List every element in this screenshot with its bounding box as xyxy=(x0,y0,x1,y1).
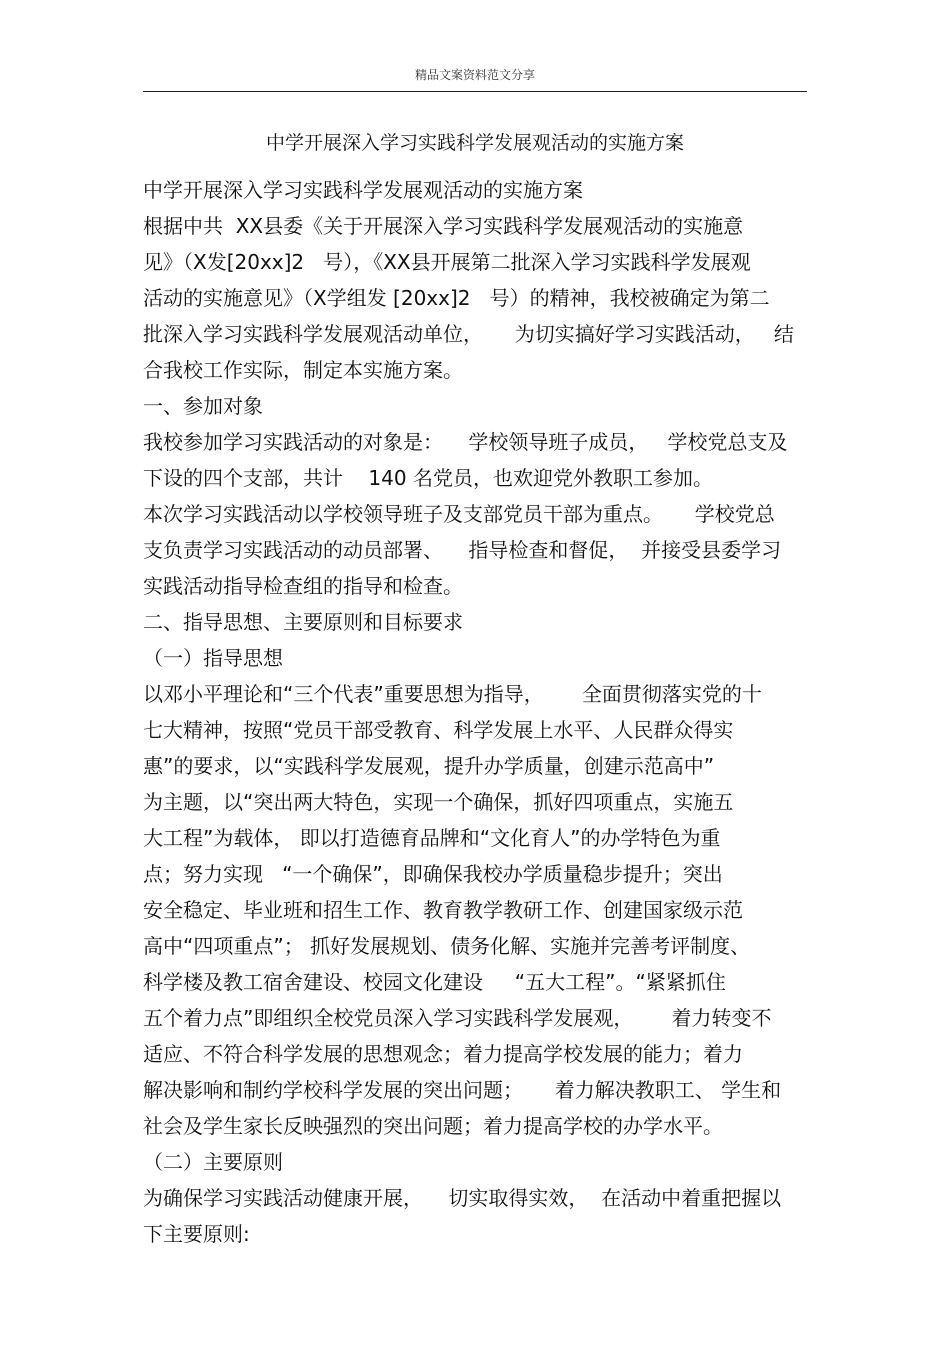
body-line: 中学开展深入学习实践科学发展观活动的实施方案 xyxy=(143,178,583,202)
body-line: 科学楼及教工宿舍建设、校园文化建设 “五大工程”。“紧紧抓住 xyxy=(143,970,726,994)
body-line: 支负责学习实践活动的动员部署、 指导检查和督促， 并接受县委学习 xyxy=(143,538,782,562)
body-line: 社会及学生家长反映强烈的突出问题；着力提高学校的办学水平。 xyxy=(143,1114,723,1138)
header-divider xyxy=(143,91,807,92)
body-line: 活动的实施意见》（X学组发 [20xx]2 号）的精神，我校被确定为第二 xyxy=(143,286,770,310)
body-line: 大工程”为载体， 即以打造德育品牌和“文化育人”的办学特色为重 xyxy=(143,826,721,850)
body-line: 本次学习实践活动以学校领导班子及支部党员干部为重点。 学校党总 xyxy=(143,502,775,526)
body-line: 实践活动指导检查组的指导和检查。 xyxy=(143,574,463,598)
body-line: 合我校工作实际，制定本实施方案。 xyxy=(143,358,463,382)
body-line: 为主题，以“突出两大特色，实现一个确保，抓好四项重点，实施五 xyxy=(143,790,734,814)
body-line: 我校参加学习实践活动的对象是： 学校领导班子成员， 学校党总支及 xyxy=(143,430,788,454)
body-line: 批深入学习实践科学发展观活动单位， 为切实搞好学习实践活动， 结 xyxy=(143,322,794,346)
subsection-heading: （二）主要原则 xyxy=(143,1150,283,1174)
document-body xyxy=(143,172,807,1252)
body-line: 七大精神，按照“党员干部受教育、科学发展上水平、人民群众得实 xyxy=(143,718,734,742)
page-header: 精品文案资料范文分享 xyxy=(414,68,535,82)
body-line: 以邓小平理论和“三个代表”重要思想为指导， 全面贯彻落实党的十 xyxy=(143,682,762,706)
body-line: 适应、不符合科学发展的思想观念；着力提高学校发展的能力；着力 xyxy=(143,1042,743,1066)
body-line: 高中“四项重点”； 抓好发展规划、债务化解、实施并完善考评制度、 xyxy=(143,934,751,958)
body-line: 为确保学习实践活动健康开展， 切实取得实效， 在活动中着重把握以 xyxy=(143,1186,782,1210)
subsection-heading: （一）指导思想 xyxy=(143,646,283,670)
body-line: 根据中共 XX县委《关于开展深入学习实践科学发展观活动的实施意 xyxy=(143,214,744,238)
section-heading: 一、参加对象 xyxy=(143,394,263,418)
body-line: 点；努力实现 “一个确保”，即确保我校办学质量稳步提升；突出 xyxy=(143,862,723,886)
document-title: 中学开展深入学习实践科学发展观活动的实施方案 xyxy=(265,132,684,154)
section-heading: 二、指导思想、主要原则和目标要求 xyxy=(143,610,463,634)
body-line: 安全稳定、毕业班和招生工作、教育教学教研工作、创建国家级示范 xyxy=(143,898,743,922)
body-line: 惠”的要求，以“实践科学发展观，提升办学质量，创建示范高中” xyxy=(143,754,715,778)
body-line: 下主要原则: xyxy=(143,1222,250,1246)
body-line: 解决影响和制约学校科学发展的突出问题； 着力解决教职工、 学生和 xyxy=(143,1078,782,1102)
body-line: 见》（X发[20xx]2 号），《XX县开展第二批深入学习实践科学发展观 xyxy=(143,250,751,274)
body-line: 下设的四个支部，共计 140 名党员，也欢迎党外教职工参加。 xyxy=(143,466,713,490)
body-line: 五个着力点”即组织全校党员深入学习实践科学发展观， 着力转变不 xyxy=(143,1006,772,1030)
